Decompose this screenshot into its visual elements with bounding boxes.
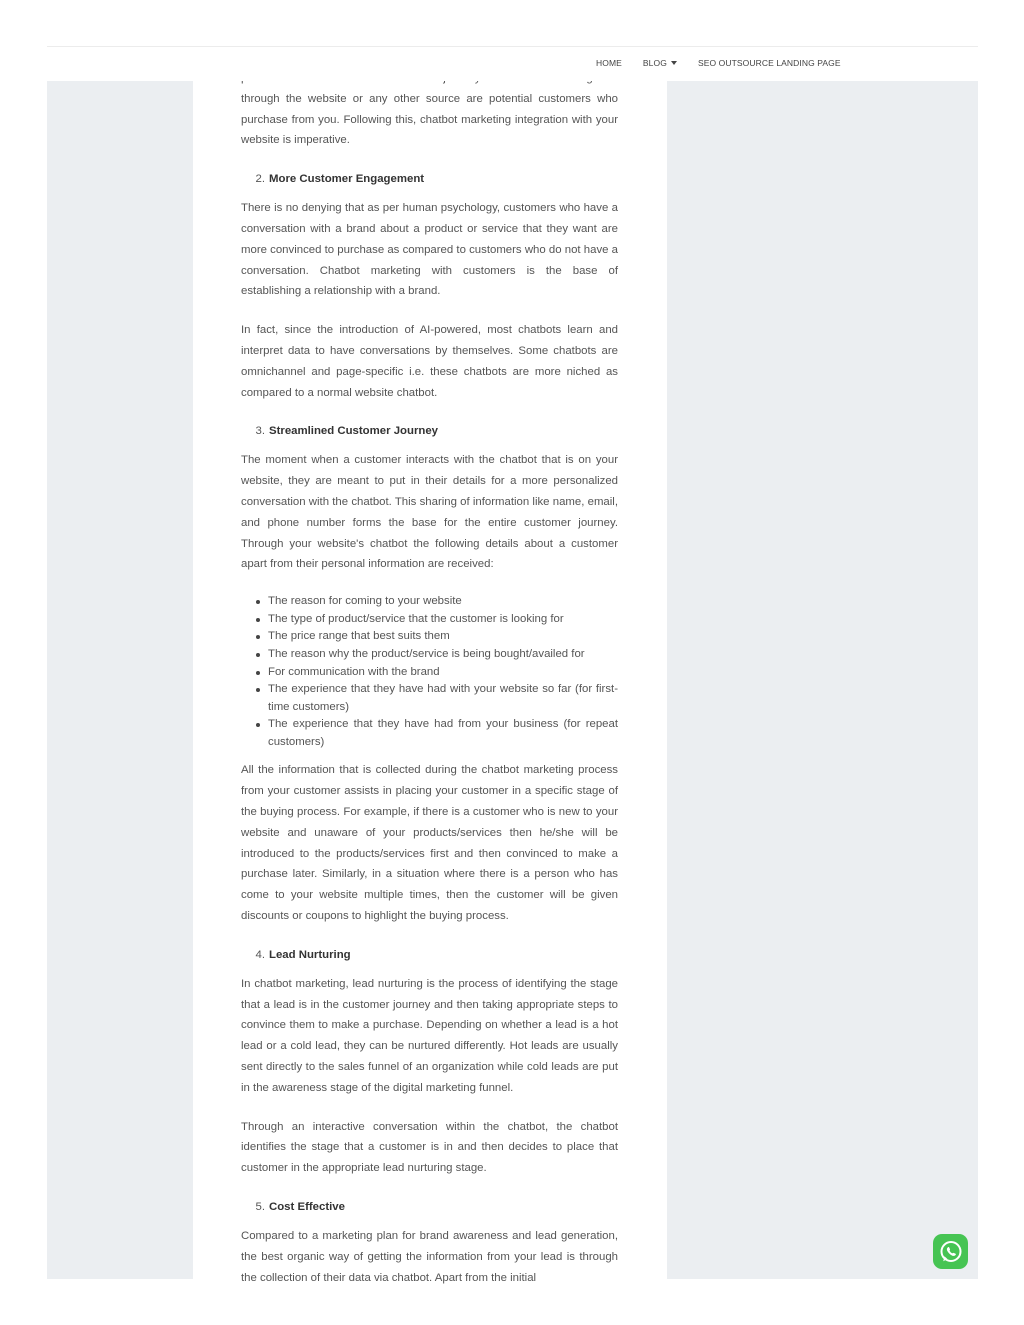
section-title: Streamlined Customer Journey [269, 425, 439, 438]
chevron-down-icon [671, 61, 677, 65]
section-heading-customer-engagement [241, 169, 618, 189]
section-title: Cost Effective [269, 1201, 345, 1214]
paragraph: In chatbot marketing, lead nurturing is the process of identifying the stage that a lead is in the customer journey and then taking appropriate steps to convince them to make a purchase. Depending on whether a lead is a hot lead or a cold lead, they can be nurtured differently. Hot leads are usually sent directly to the sales funnel of an organization while cold leads are put in the awareness stage of the digital marketing funnel. [241, 977, 618, 1094]
paragraph: All the information that is collected during the chatbot marketing process from your customer assists in placing your customer in a specific stage of the buying process. For example, if there is a customer who is new to your website and unaware of your products/services then he/she will be introduced to the products/services first and then convinced to make a purchase later. Similarly, in a situation where there is a person who has come to your website multiple times, then the customer will be given discounts or coupons to highlight the buying process. [241, 764, 618, 923]
section-number: 2. [255, 173, 265, 186]
section-number: 5. [255, 1201, 265, 1214]
top-navigation-bar [47, 46, 978, 81]
paragraph: There is no denying that as per human psychology, customers who have a conversation with a brand about a product or service that they want are more convinced to purchase as compared to customers who do not have a conversation. Chatbot marketing with customers is the base of establishing a relationship with a brand. [241, 202, 618, 298]
nav-blog-label: BLOG [642, 58, 667, 68]
paragraph: Through an interactive conversation within the chatbot, the chatbot identifies the stage that a customer is in and then decides to place that customer in the appropriate lead nurturing stage. [241, 1120, 618, 1175]
list-item: The type of product/service that the customer is looking for [268, 611, 618, 629]
section-title: More Customer Engagement [269, 173, 425, 186]
nav-home-label: HOME [596, 58, 622, 68]
section-heading-cost-effective [241, 1197, 618, 1217]
list-item: The reason why the product/service is being bought/availed for [268, 646, 618, 664]
section-title: Lead Nurturing [269, 948, 351, 961]
list-item: The price range that best suits them [268, 628, 618, 646]
nav-seo-outsource-label: SEO OUTSOURCE LANDING PAGE [697, 58, 841, 68]
right-sidebar-background [667, 81, 978, 1279]
section-number: 3. [255, 425, 265, 438]
paragraph: In fact, since the introduction of AI-powered, most chatbots learn and interpret data to have conversations by themselves. Some chatbots are omnichannel and page-specific i.e. these chatbots are more niched as compared to a normal website chatbot. [241, 324, 618, 399]
whatsapp-chat-button[interactable] [933, 1234, 968, 1269]
main-menu [596, 58, 841, 68]
list-item: The experience that they have had with your website so far (for first-time customers) [268, 681, 618, 716]
nav-blog-link[interactable] [643, 58, 677, 68]
article-content [241, 68, 618, 1288]
intro-paragraph: through the website or any other source are potential customers who purchase from you. Following this, chatbot marketing integration with your website is imperative. [241, 92, 618, 147]
bullet-list [241, 593, 618, 751]
nav-seo-outsource-link[interactable] [698, 58, 841, 68]
section-heading-streamlined-journey [241, 421, 618, 441]
whatsapp-icon [938, 1239, 964, 1265]
list-item: For communication with the brand [268, 664, 618, 682]
paragraph: Compared to a marketing plan for brand awareness and lead generation, the best organic way of getting the information from your lead is through the collection of their data via chatbot. Apart from the initial [241, 1230, 618, 1284]
section-heading-lead-nurturing [241, 945, 618, 965]
paragraph: The moment when a customer interacts with the chatbot that is on your website, they are meant to put in their details for a more personalized conversation with the chatbot. This sharing of information like name, email, and phone number forms the base for the entire customer journey. Through your website's chatbot the following details about a customer apart from their personal information are received: [241, 454, 618, 571]
list-item: The reason for coming to your website [268, 593, 618, 611]
left-sidebar-background [47, 81, 193, 1279]
list-item: The experience that they have had from your business (for repeat customers) [268, 716, 618, 751]
nav-home-link[interactable] [596, 58, 622, 68]
section-number: 4. [255, 948, 265, 961]
